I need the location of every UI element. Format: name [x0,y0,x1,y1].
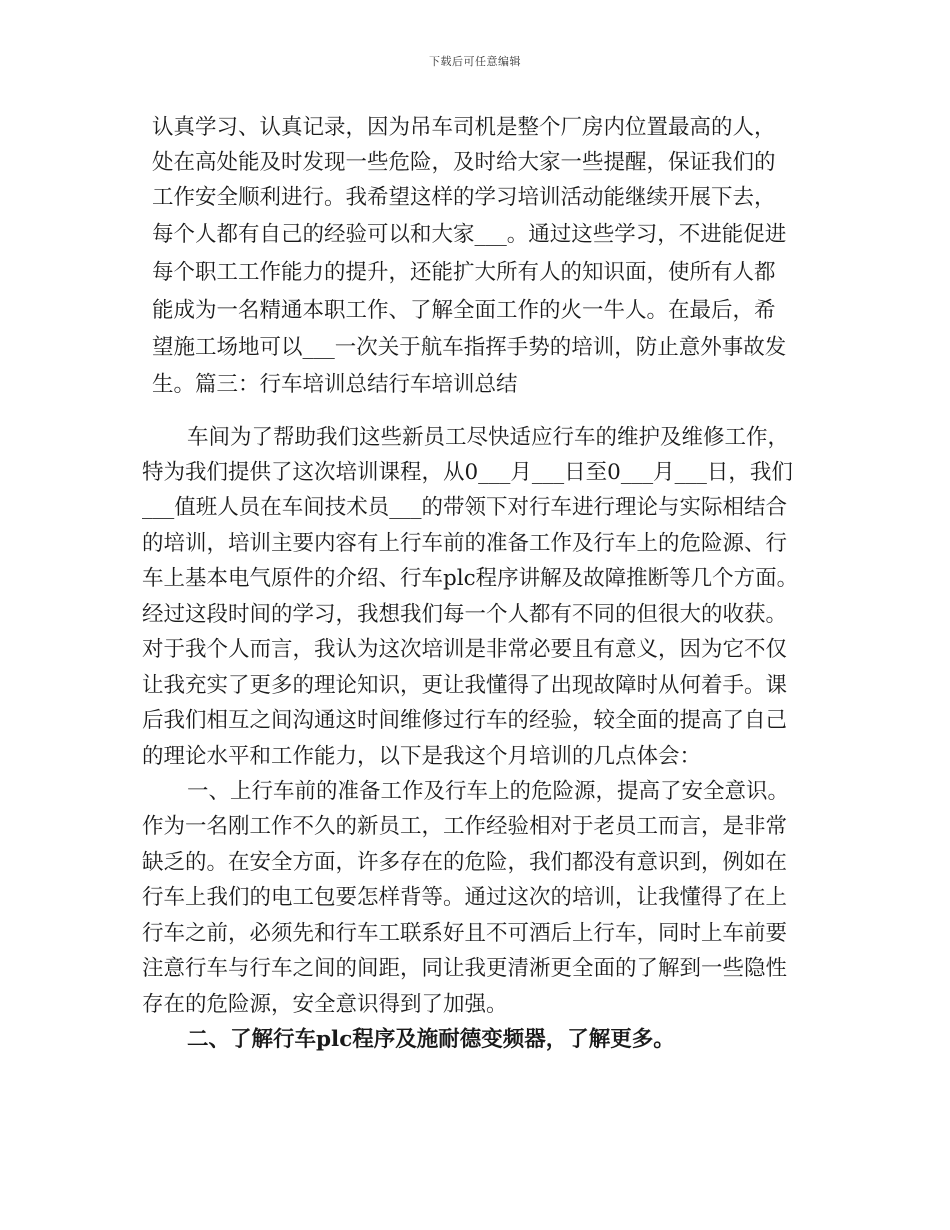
text-line: 经过这段时间的学习，我想我们每一个人都有不同的但很大的收获。 [142,602,788,627]
text-line: 行车上我们的电工包要怎样背等。通过这次的培训，让我懂得了在上 [142,885,788,910]
text-line: 存在的危险源，安全意识得到了加强。 [142,992,508,1017]
text-line: 每个人都有自己的经验可以和大家___。通过这些学习，不进能促进 [152,222,787,247]
text-line: 的培训，培训主要内容有上行车前的准备工作及行车上的危险源、行 [142,531,788,556]
section-heading: 二、了解行车plc程序及施耐德变频器，了解更多。 [187,1027,675,1052]
text-line: 能成为一名精通本职工作、了解全面工作的火一牛人。在最后，希 [152,298,776,323]
text-line: 生。篇三：行车培训总结行车培训总结 [152,372,518,397]
text-line: 车间为了帮助我们这些新员工尽快适应行车的维护及维修工作， [187,425,790,450]
text-line: 处在高处能及时发现一些危险，及时给大家一些提醒，保证我们的 [152,150,776,175]
text-line: ___值班人员在车间技术员___的带领下对行车进行理论与实际相结合 [142,495,788,520]
text-line: 车上基本电气原件的介绍、行车plc程序讲解及故障推断等几个方面。 [142,566,799,591]
text-line: 行车之前，必须先和行车工联系好且不可酒后上行车，同时上车前要 [142,921,788,946]
text-line: 让我充实了更多的理论知识，更让我懂得了出现故障时从何着手。课 [142,673,788,698]
text-line: 一、上行车前的准备工作及行车上的危险源，提高了安全意识。 [187,779,790,804]
text-line: 工作安全顺利进行。我希望这样的学习培训活动能继续开展下去， [152,185,776,210]
text-line: 的理论水平和工作能力，以下是我这个月培训的几点体会： [142,744,702,769]
text-line: 每个职工工作能力的提升，还能扩大所有人的知识面，使所有人都 [152,260,776,285]
text-line: 后我们相互之间沟通这时间维修过行车的经验，较全面的提高了自己 [142,708,788,733]
text-line: 特为我们提供了这次培训课程，从0___月___日至0___月___日，我们 [142,460,793,485]
text-line: 作为一名刚工作不久的新员工，工作经验相对于老员工而言，是非常 [142,814,788,839]
text-line: 对于我个人而言，我认为这次培训是非常必要且有意义，因为它不仅 [142,637,788,662]
text-line: 认真学习、认真记录，因为吊车司机是整个厂房内位置最高的人， [152,115,776,140]
text-line: 望施工场地可以___一次关于航车指挥手势的培训，防止意外事故发 [152,335,787,360]
text-line: 缺乏的。在安全方面，许多存在的危险，我们都没有意识到，例如在 [142,850,788,875]
page-header: 下载后可任意编辑 [429,55,521,68]
text-line: 注意行车与行车之间的间距，同让我更清淅更全面的了解到一些隐性 [142,956,788,981]
